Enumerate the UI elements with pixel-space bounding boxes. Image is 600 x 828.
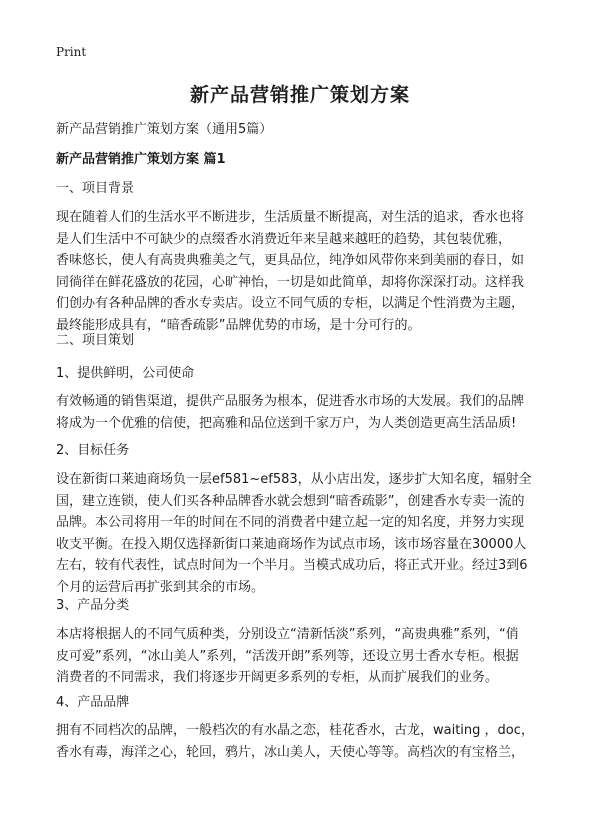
subsection-heading-goals: 2、目标任务 bbox=[56, 443, 130, 458]
subsection-heading-mission: 1、提供鲜明，公司使命 bbox=[56, 366, 195, 381]
document-title: 新产品营销推广策划方案 bbox=[189, 84, 410, 106]
paragraph-goals bbox=[56, 469, 546, 599]
paragraph-line: 有效畅通的销售渠道，提供产品服务为根本，促进香水市场的大发展。我们的品牌 bbox=[56, 394, 525, 409]
paragraph-line: 是人们生活中不可缺少的点缀香水消费近年来呈越来越旺的趋势，其包装优雅， bbox=[56, 231, 512, 247]
paragraph-line: 现在随着人们的生活水平不断进步，生活质量不断提高，对生活的追求，香水也将 bbox=[56, 210, 525, 225]
subsection-heading-brands: 4、产品品牌 bbox=[56, 695, 130, 710]
paragraph-line: 个月的运营后再扩张到其余的市场。 bbox=[56, 579, 265, 595]
paragraph-line: 本店将根据人的不同气质种类，分别设立“清新恬淡”系列，“高贵典雅”系列，“俏 bbox=[56, 627, 519, 642]
paragraph-line: 将成为一个优雅的信使，把高雅和品位送到千家万户，为人类创造更高生活品质! bbox=[56, 415, 517, 431]
paragraph-brands bbox=[56, 720, 546, 763]
paragraph-line: 同徜徉在鲜花盛放的花园，心旷神怡，一切是如此简单，却将你深深打动。这样我 bbox=[56, 274, 525, 290]
paragraph-line: 拥有不同档次的品牌，一般档次的有水晶之恋，桂花香水，古龙，waiting ，doc， bbox=[56, 723, 534, 738]
paragraph-line: 品牌。本公司将用一年的时间在不同的消费者中建立起一定的知名度，并努力实现 bbox=[56, 515, 525, 531]
paragraph-line: 收支平衡。在投入期仅选择新街口莱迪商场作为试点市场，该市场容量在30000人 bbox=[56, 536, 527, 552]
section-heading-planning: 二、项目策划 bbox=[56, 333, 135, 348]
paragraph-line: 香味悠长，使人有高贵典雅美之气，更具品位，纯净如风带你来到美丽的春日，如 bbox=[56, 253, 525, 269]
document-subtitle: 新产品营销推广策划方案（通用5篇） bbox=[56, 122, 273, 137]
paragraph-line: 左右，较有代表性，试点时间为一个半月。当模式成功后，将正式开业。经过3到6 bbox=[56, 558, 528, 574]
article-heading: 新产品营销推广策划方案 篇1 bbox=[56, 152, 226, 167]
paragraph-line: 最终能形成具有，“暗香疏影”品牌优势的市场，是十分可行的。 bbox=[56, 317, 421, 333]
paragraph-line: 设在新街口莱迪商场负一层ef581~ef583，从小店出发，逐步扩大知名度，辐射全 bbox=[56, 472, 532, 487]
print-label: Print bbox=[56, 45, 87, 59]
paragraph-background bbox=[56, 207, 546, 337]
section-heading-background: 一、项目背景 bbox=[56, 181, 135, 196]
paragraph-line: 国，建立连锁，使人们买各种品牌香水就会想到“暗香疏影”，创建香水专卖一流的 bbox=[56, 493, 525, 509]
paragraph-line: 香水有毒，海洋之心，轮回，鸦片，冰山美人，天使心等等。高档次的有宝格兰， bbox=[56, 744, 525, 760]
paragraph-categories bbox=[56, 624, 546, 689]
paragraph-line: 们创办有各种品牌的香水专卖店。设立不同气质的专柜，以满足个性消费为主题， bbox=[56, 296, 525, 312]
paragraph-line: 消费者的不同需求，我们将逐步开阔更多系列的专柜，从而扩展我们的业务。 bbox=[56, 670, 499, 686]
paragraph-line: 皮可爱”系列，“冰山美人”系列，“活泼开朗”系列等，还设立男士香水专柜。根据 bbox=[56, 648, 519, 664]
paragraph-mission bbox=[56, 391, 546, 434]
subsection-heading-categories: 3、产品分类 bbox=[56, 598, 130, 613]
